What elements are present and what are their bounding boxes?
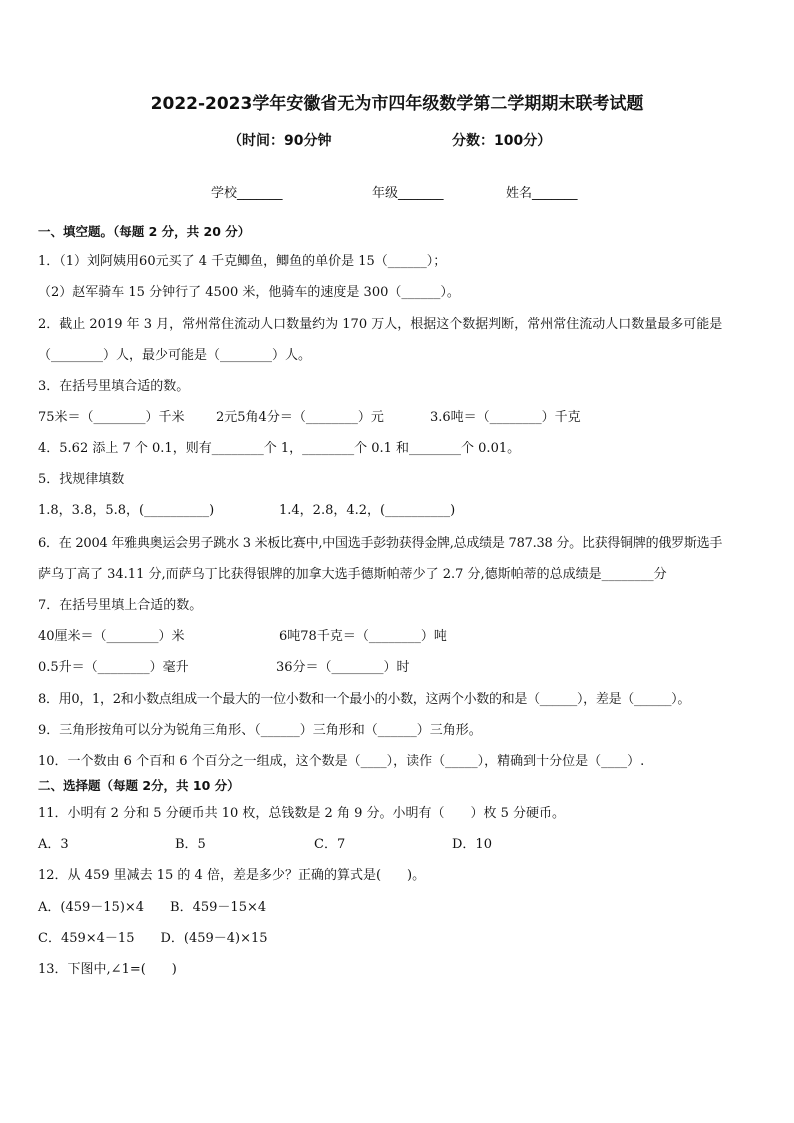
question-11: 11．小明有 2 分和 5 分硬币共 10 枚，总钱数是 2 角 9 分。小明有（ ）枚 5 分硬币。 (38, 806, 566, 821)
option-11a: A．3 (38, 837, 69, 852)
question-5a: 1.8，3.8，5.8，(__________) (38, 503, 215, 518)
options-12ab: A．(459－15)×4 B．459－15×4 (38, 900, 267, 915)
name-field: 姓名_______ (506, 186, 578, 201)
question-4: 4．5.62 添上 7 个 0.1，则有________个 1，________个 0.1 和________个 0.01。 (38, 441, 521, 456)
question-3a: 75米＝（________）千米 (38, 410, 185, 425)
time-label: （时间：90分钟 (228, 133, 332, 149)
grade-field: 年级_______ (372, 186, 444, 201)
score-label: 分数：100分） (452, 133, 552, 149)
question-3c: 3.6吨＝（________）千克 (430, 410, 581, 425)
question-7: 7．在括号里填上合适的数。 (38, 598, 203, 613)
question-7b: 6吨78千克＝（________）吨 (279, 629, 447, 644)
question-8: 8．用0，1，2和小数点组成一个最大的一位小数和一个最小的小数，这两个小数的和是（______），差是（______）。 (38, 692, 691, 707)
question-7a: 40厘米＝（________）米 (38, 629, 185, 644)
option-11b: B．5 (175, 837, 206, 852)
question-10: 10．一个数由 6 个百和 6 个百分之一组成，这个数是（____），读作（_____），精确到十分位是（____）. (38, 754, 645, 769)
question-7d: 36分＝（________）时 (276, 660, 410, 675)
question-2a: 2．截止 2019 年 3 月，常州常住流动人口数量约为 170 万人，根据这个数据判断，常州常住流动人口数量最多可能是 (38, 317, 723, 332)
question-1a: 1．（1）刘阿姨用60元买了 4 千克鲫鱼，鲫鱼的单价是 15（______）； (38, 254, 447, 269)
section-heading-fill: 一、填空题。（每题 2 分，共 20 分） (38, 224, 251, 239)
question-3: 3．在括号里填合适的数。 (38, 379, 190, 394)
option-11c: C．7 (314, 837, 346, 852)
question-2b: （________）人，最少可能是（________）人。 (38, 348, 312, 363)
question-6b: 萨乌丁高了 34.11 分,而萨乌丁比获得银牌的加拿大选手德斯帕蒂少了 2.7 分,德斯帕蒂的总成绩是________分 (38, 567, 667, 582)
question-6a: 6．在 2004 年雅典奥运会男子跳水 3 米板比赛中,中国选手彭勃获得金牌,总成绩是 787.38 分。比获得铜牌的俄罗斯选手 (38, 536, 723, 551)
question-13: 13．下图中,∠1=( ) (38, 962, 177, 977)
school-field: 学校_______ (211, 186, 283, 201)
question-1b: （2）赵军骑车 15 分钟行了 4500 米，他骑车的速度是 300（______）。 (38, 285, 460, 300)
section-heading-choice: 二、选择题（每题 2分，共 10 分） (38, 778, 240, 793)
question-5b: 1.4，2.8，4.2，(__________) (279, 503, 456, 518)
question-3b: 2元5角4分＝（________）元 (216, 410, 384, 425)
page-title: 2022-2023学年安徽省无为市四年级数学第二学期期末联考试题 (150, 94, 644, 114)
question-5: 5．找规律填数 (38, 472, 125, 487)
options-12cd: C．459×4－15 D．(459－4)×15 (38, 931, 268, 946)
question-9: 9．三角形按角可以分为锐角三角形、（______）三角形和（______）三角形。 (38, 723, 482, 738)
question-12: 12．从 459 里减去 15 的 4 倍，差是多少？正确的算式是( )。 (38, 868, 426, 883)
option-11d: D．10 (452, 837, 492, 852)
question-7c: 0.5升＝（________）毫升 (38, 660, 189, 675)
